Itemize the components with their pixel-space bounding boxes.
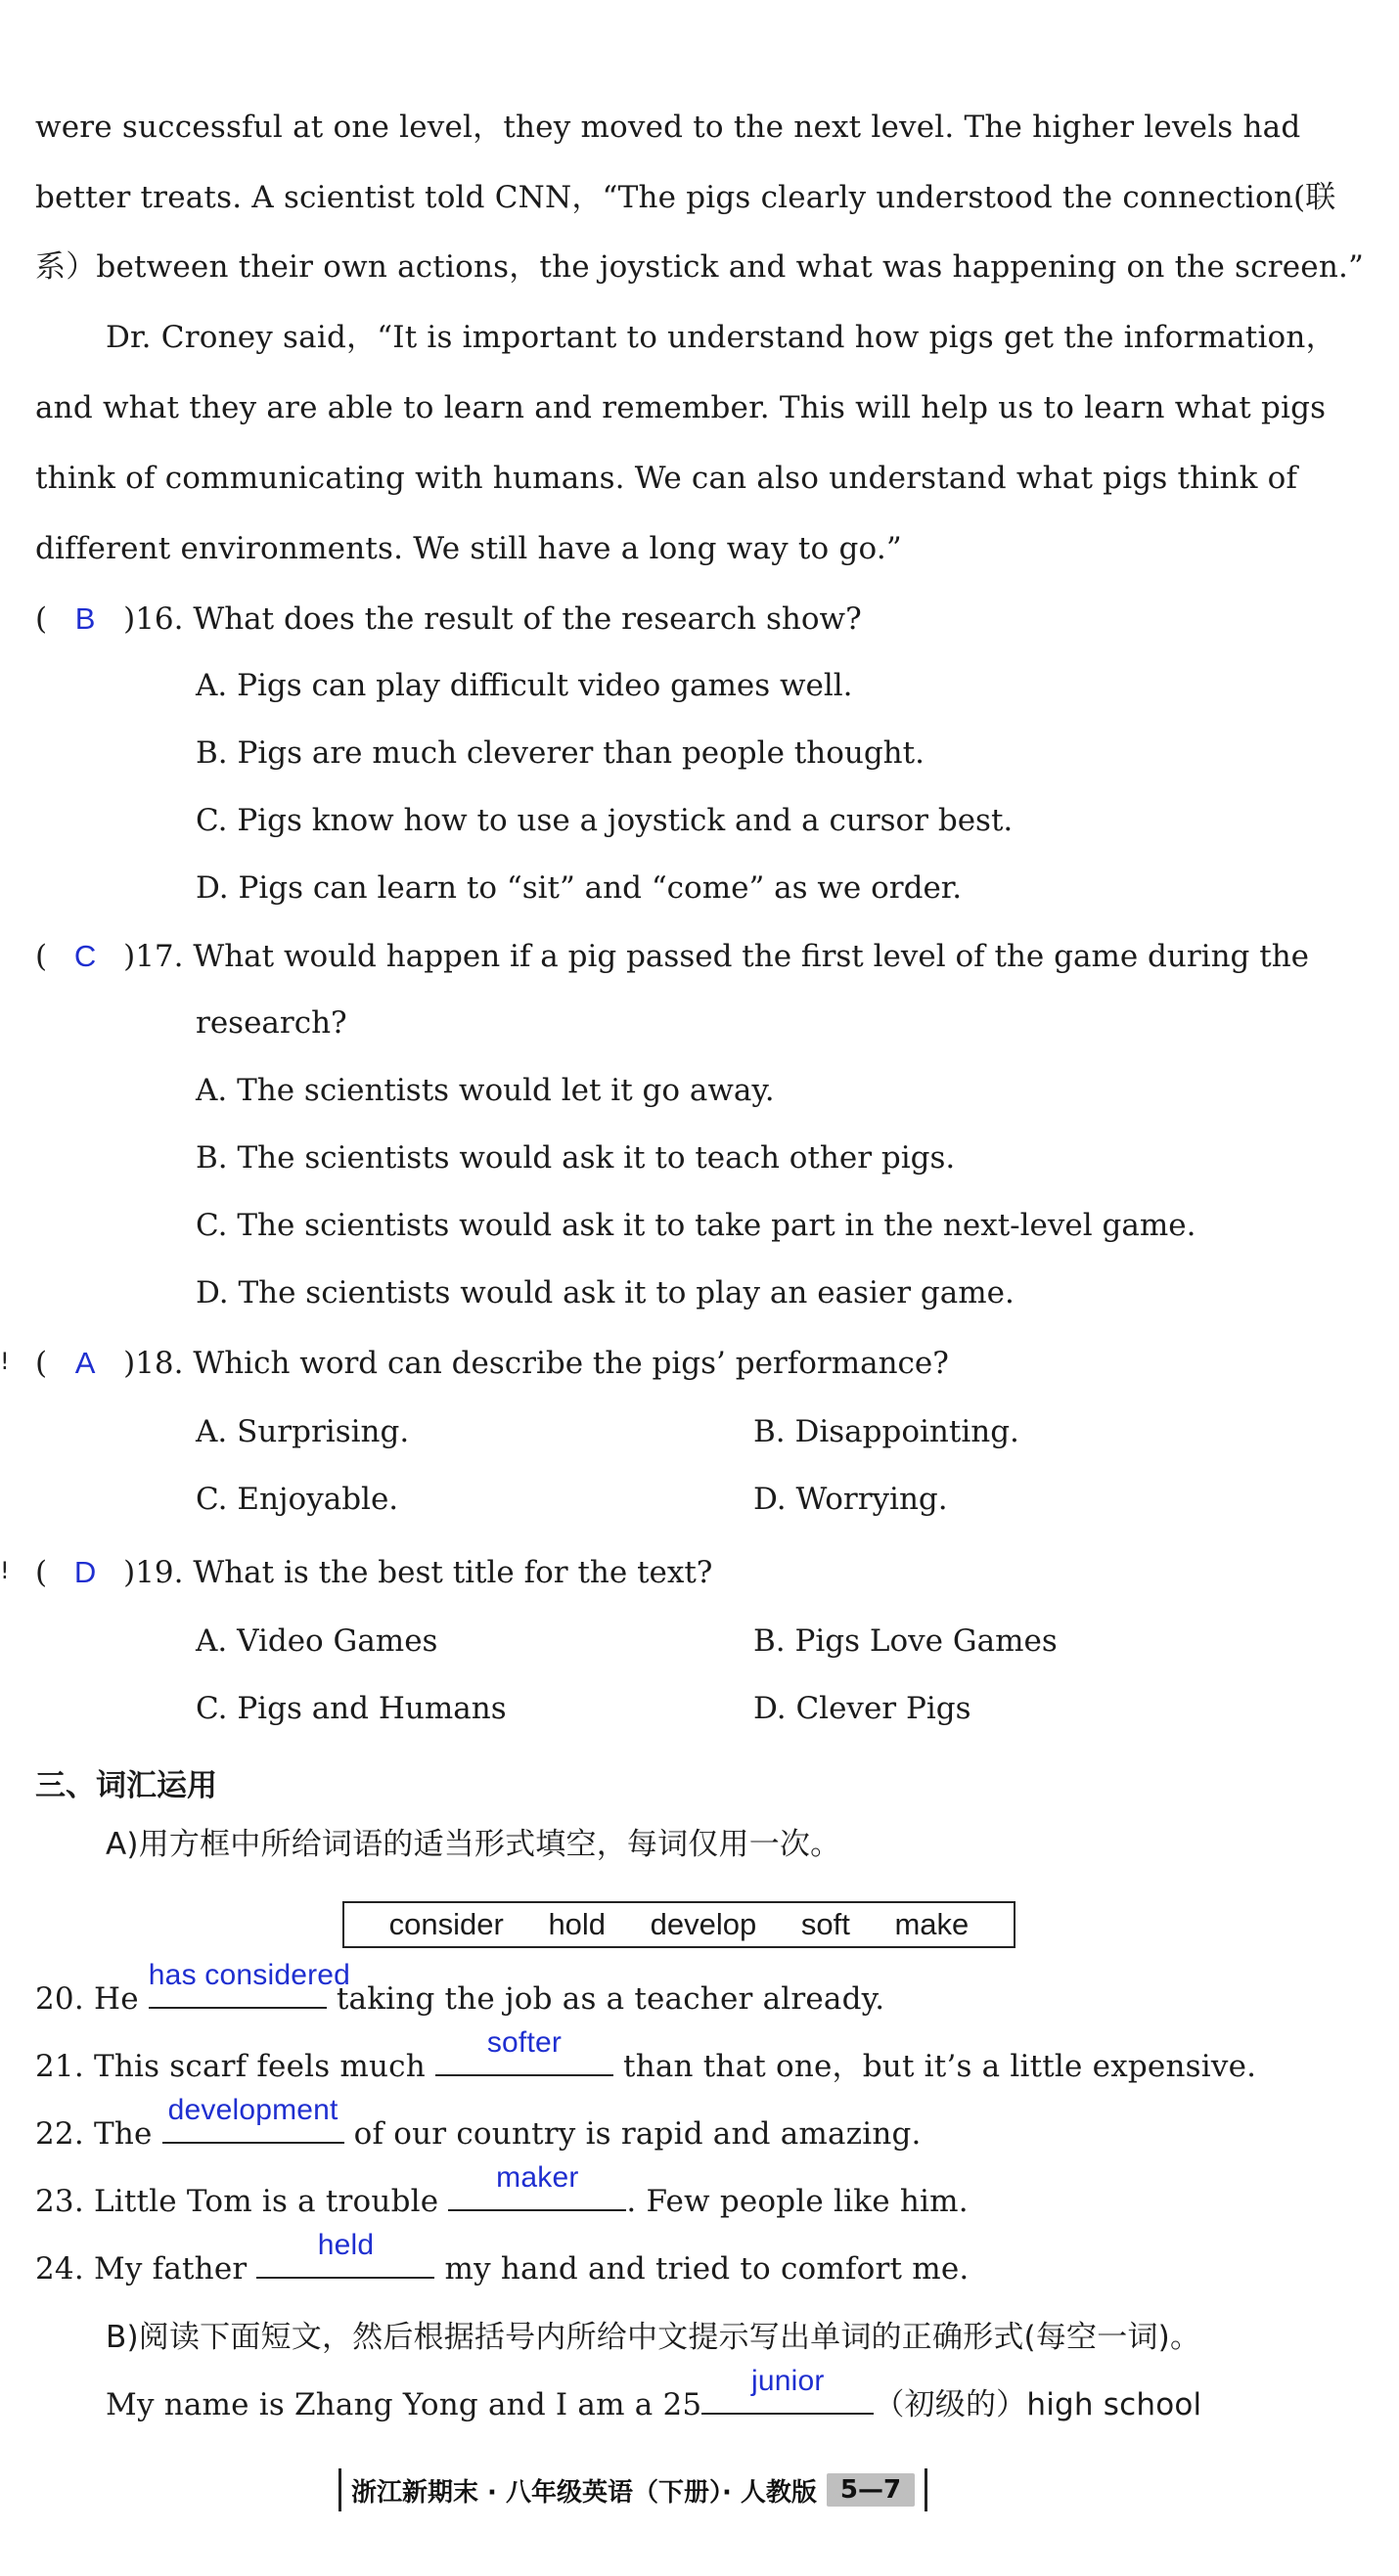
option: B. Pigs Love Games (753, 1623, 1058, 1659)
fill-suffix: . Few people like him. (626, 2184, 969, 2219)
option: A. Surprising. (196, 1414, 410, 1449)
paren-open: ( (35, 939, 48, 974)
fill-prefix: 24. My father (35, 2251, 248, 2287)
word-box (342, 1901, 1015, 1948)
option: B. Pigs are much cleverer than people thought. (196, 735, 925, 771)
option: D. Pigs can learn to “sit” and “come” as we order. (196, 870, 963, 906)
fill-answer: development (167, 2094, 338, 2126)
fill-suffix: taking the job as a teacher already. (336, 1981, 885, 2017)
question-stem: )16. What does the result of the research show? (123, 601, 862, 637)
fill-prefix: 23. Little Tom is a trouble (35, 2184, 439, 2219)
fill-item-22 (35, 2094, 922, 2153)
option: C. The scientists would ask it to take part in the next-level game. (196, 1208, 1196, 1243)
fill-answer: softer (486, 2026, 563, 2059)
question-stem: )17. What would happen if a pig passed the first level of the game during the (123, 939, 1310, 974)
answer-18: A (74, 1346, 96, 1380)
question-17 (35, 938, 1309, 975)
fill-prefix: 22. The (35, 2116, 153, 2152)
page-footer (338, 2468, 927, 2511)
fill-item-20 (35, 1959, 885, 2018)
answer-16: B (74, 601, 96, 636)
word-box-item: consider (388, 1907, 504, 1941)
fill-prefix: 20. He (35, 1981, 139, 2017)
fill-blank (701, 2365, 874, 2415)
fill-suffix: of our country is rapid and amazing. (353, 2116, 922, 2152)
paren-open: ( (35, 1346, 48, 1381)
paren-open: ( (35, 1555, 48, 1590)
fill-blank (148, 1959, 351, 2009)
fill-blank (448, 2161, 626, 2211)
option: A. Pigs can play difficult video games well. (196, 668, 853, 703)
option: D. Clever Pigs (753, 1691, 971, 1726)
answer-19: D (73, 1555, 97, 1589)
fill-blank (162, 2094, 344, 2144)
page-code: 5—7 (827, 2473, 915, 2507)
passage-line: 系）between their own actions，the joystick and what was happening on the screen.” (35, 249, 1365, 285)
fill-item-21 (35, 2026, 1257, 2085)
footer-title: 浙江新期末 · 八年级英语（下册）· 人教版 (351, 2477, 817, 2508)
question-stem-continued: research? (196, 1005, 347, 1041)
word-box-item: make (894, 1907, 970, 1941)
question-16 (35, 600, 862, 638)
fill-answer: has considered (148, 1959, 351, 1991)
fill-blank (435, 2026, 613, 2076)
option: C. Enjoyable. (196, 1482, 399, 1517)
question-stem: )18. Which word can describe the pigs’ performance? (123, 1346, 949, 1381)
option: A. Video Games (196, 1623, 438, 1659)
question-stem: )19. What is the best title for the text? (123, 1555, 713, 1590)
part-a-instruction: A)用方框中所给词语的适当形式填空，每词仅用一次。 (106, 1827, 841, 1862)
answer-17: C (73, 939, 97, 973)
fill-blank (256, 2229, 434, 2279)
passage-line: and what they are able to learn and remember. This will help us to learn what pigs (35, 390, 1327, 425)
part-b-hint: （初级的）high school (874, 2387, 1202, 2422)
fill-suffix: my hand and tried to comfort me. (444, 2251, 970, 2287)
margin-mark-icon: ! (0, 1557, 10, 1584)
fill-item-24 (35, 2229, 970, 2287)
part-b-instruction: B)阅读下面短文，然后根据括号内所给中文提示写出单词的正确形式(每空一词)。 (106, 2320, 1201, 2355)
option: B. The scientists would ask it to teach other pigs. (196, 1140, 956, 1176)
part-b-text: My name is Zhang Yong and I am a 25 (106, 2387, 702, 2422)
passage-line: different environments. We still have a long way to go.” (35, 531, 902, 566)
word-box-item: develop (650, 1907, 757, 1941)
word-box-item: hold (548, 1907, 607, 1941)
option: B. Disappointing. (753, 1414, 1019, 1449)
passage-line: better treats. A scientist told CNN，“The pigs clearly understood the connection(联 (35, 180, 1336, 215)
question-19 (35, 1554, 712, 1591)
fill-prefix: 21. This scarf feels much (35, 2049, 426, 2084)
word-box-item: soft (800, 1907, 850, 1941)
fill-suffix: than that one，but it’s a little expensive. (623, 2049, 1257, 2084)
option: C. Pigs know how to use a joystick and a cursor best. (196, 803, 1014, 838)
section-heading: 三、词汇运用 (35, 1768, 217, 1803)
part-b-line (106, 2365, 1202, 2423)
fill-answer: maker (496, 2161, 579, 2194)
option: C. Pigs and Humans (196, 1691, 507, 1726)
fill-answer: held (317, 2229, 375, 2261)
passage-line: Dr. Croney said，“It is important to understand how pigs get the information， (106, 320, 1336, 355)
passage-line: think of communicating with humans. We can also understand what pigs think of (35, 461, 1298, 496)
margin-mark-icon: ! (0, 1348, 10, 1375)
fill-item-23 (35, 2161, 969, 2220)
paren-open: ( (35, 601, 48, 637)
option: A. The scientists would let it go away. (196, 1073, 775, 1108)
passage-line: were successful at one level，they moved to the next level. The higher levels had (35, 110, 1301, 145)
fill-answer: junior (751, 2365, 825, 2397)
question-18 (35, 1345, 949, 1382)
option: D. Worrying. (753, 1482, 948, 1517)
option: D. The scientists would ask it to play an easier game. (196, 1275, 1015, 1310)
